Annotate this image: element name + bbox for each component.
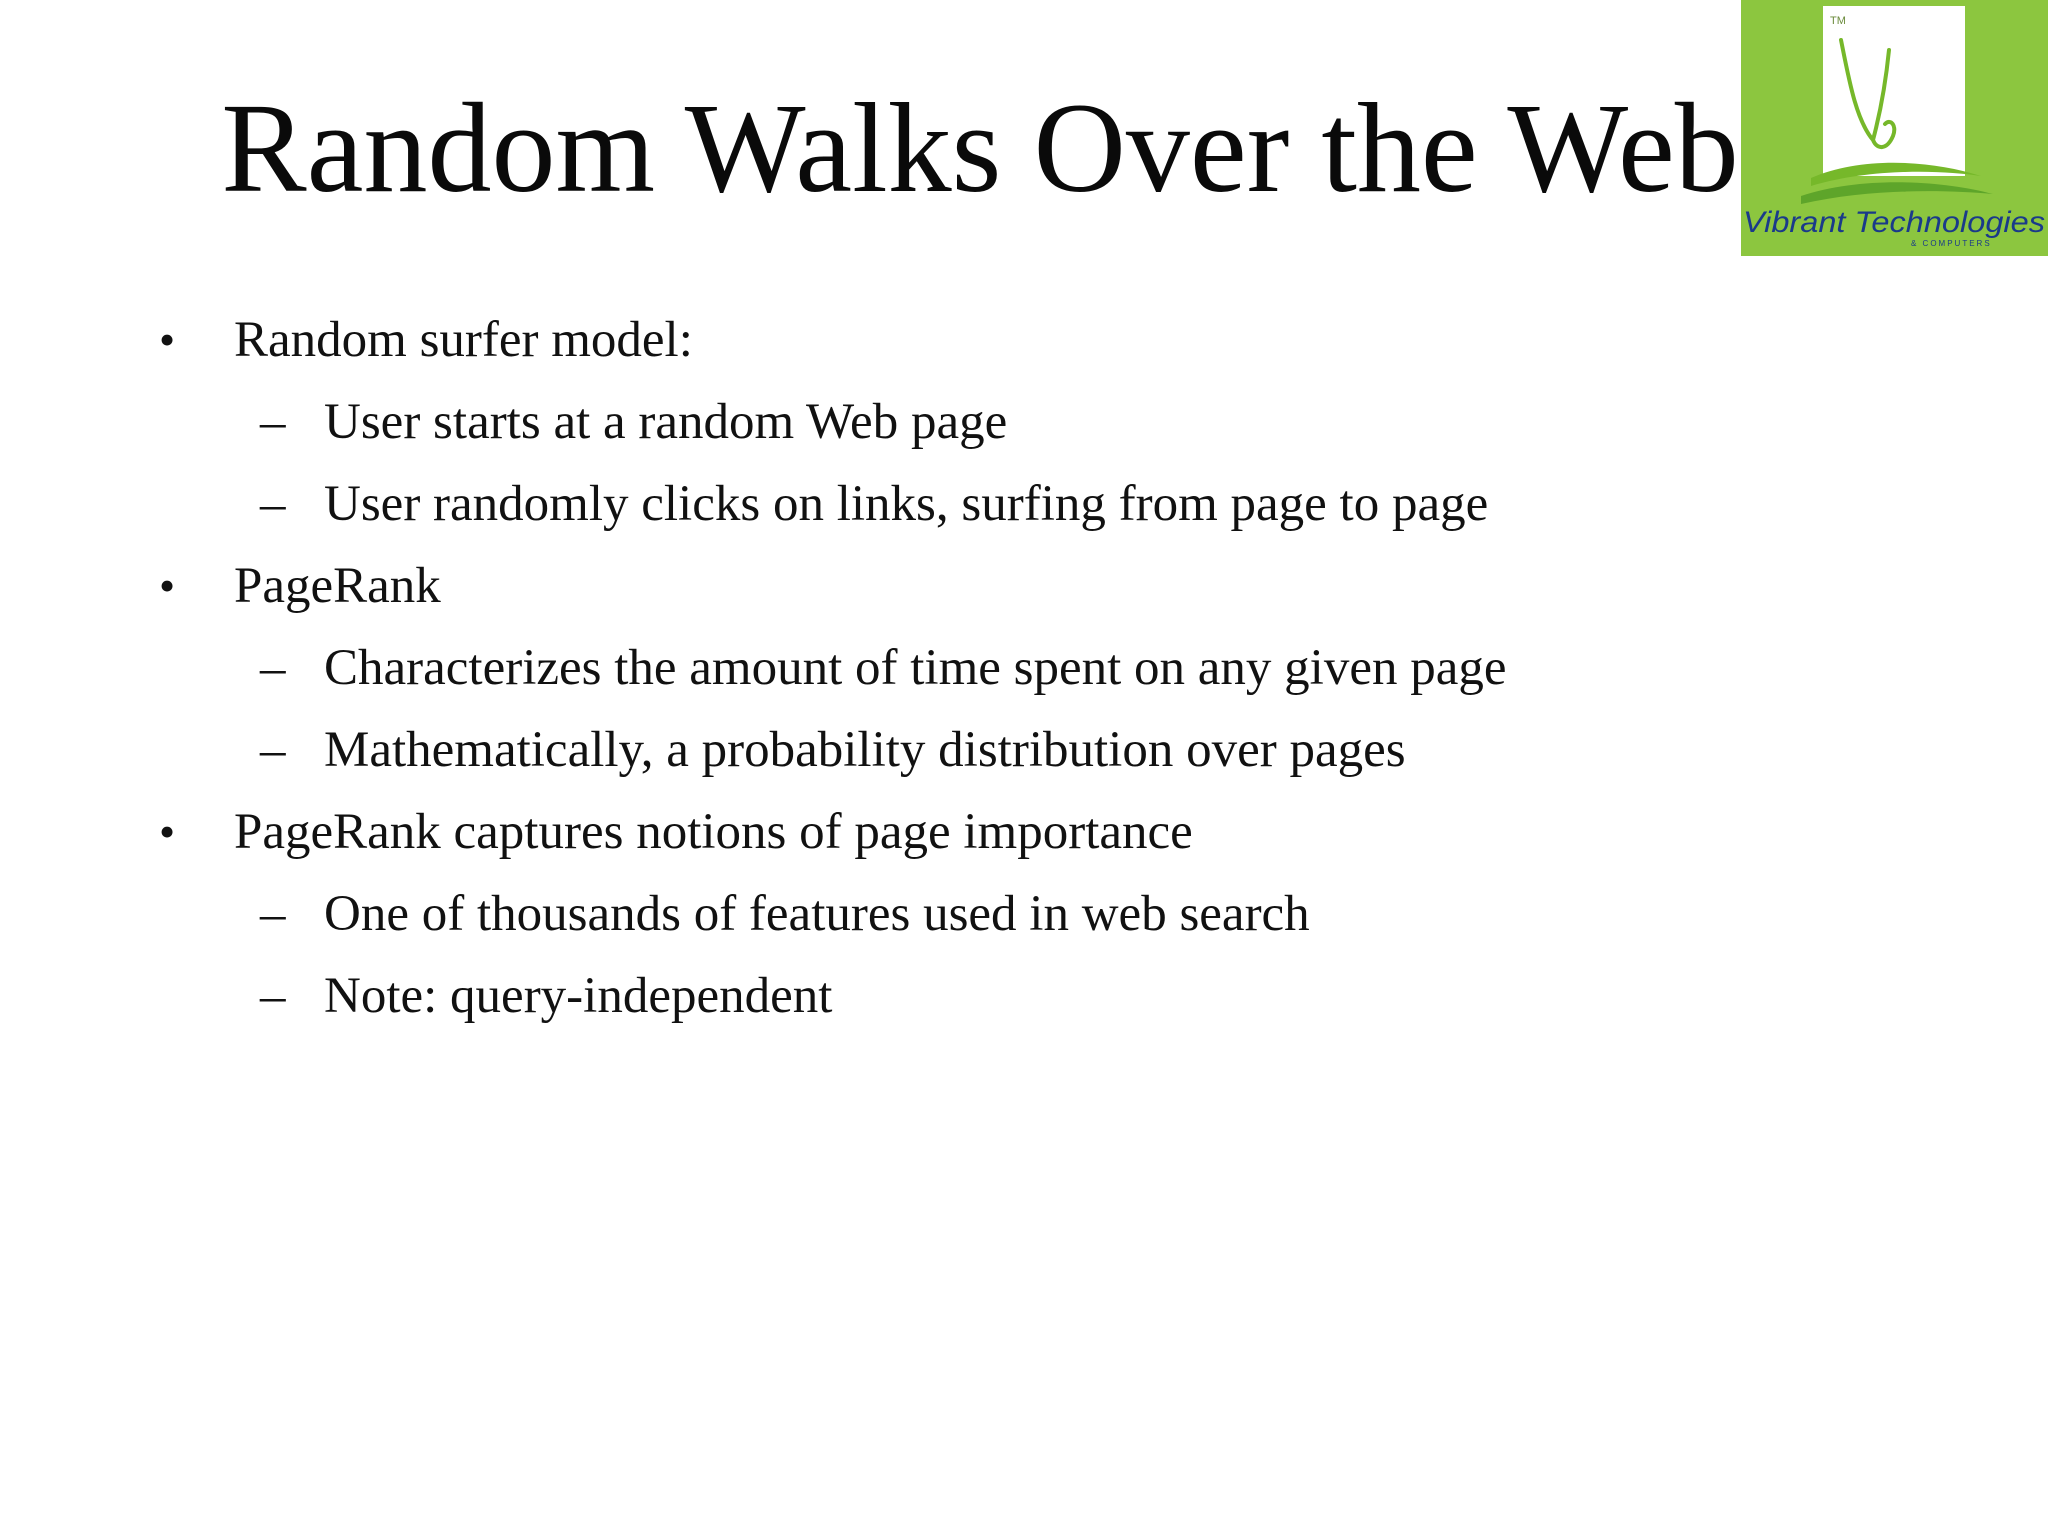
logo-trademark: TM bbox=[1830, 15, 1846, 27]
sub-bullet-text: Characterizes the amount of time spent on any given page bbox=[324, 640, 1507, 696]
logo-wordmark: Vibrant Technologies bbox=[1743, 206, 2045, 239]
sub-bullet-text: User randomly clicks on links, surfing from page to page bbox=[324, 476, 1489, 532]
bullet-text: PageRank bbox=[234, 558, 441, 614]
sub-bullet-text: One of thousands of features used in web search bbox=[324, 886, 1310, 942]
bullet-marker: • bbox=[159, 806, 176, 857]
sub-bullet-item bbox=[260, 638, 1507, 698]
sub-bullet-marker: – bbox=[260, 394, 286, 450]
sub-bullet-marker: – bbox=[260, 476, 286, 532]
bullet-item bbox=[159, 802, 1193, 862]
sub-bullet-item bbox=[260, 966, 833, 1026]
sub-bullet-item bbox=[260, 884, 1310, 944]
sub-bullet-text: Note: query-independent bbox=[324, 968, 833, 1024]
sub-bullet-item bbox=[260, 474, 1489, 534]
sub-bullet-item bbox=[260, 720, 1406, 780]
bullet-item bbox=[159, 556, 441, 616]
slide-title: Random Walks Over the Web bbox=[221, 77, 1739, 219]
sub-bullet-text: User starts at a random Web page bbox=[324, 394, 1008, 450]
bullet-text: PageRank captures notions of page importance bbox=[234, 804, 1193, 860]
sub-bullet-marker: – bbox=[260, 640, 286, 696]
bullet-text: Random surfer model: bbox=[234, 312, 693, 368]
sub-bullet-marker: – bbox=[260, 722, 286, 778]
bullet-item bbox=[159, 310, 693, 370]
sub-bullet-marker: – bbox=[260, 886, 286, 942]
bullet-marker: • bbox=[159, 314, 176, 365]
logo-subtext: & COMPUTERS bbox=[1911, 239, 1992, 248]
bullet-marker: • bbox=[159, 560, 176, 611]
sub-bullet-marker: – bbox=[260, 968, 286, 1024]
sub-bullet-item bbox=[260, 392, 1008, 452]
sub-bullet-text: Mathematically, a probability distribution over pages bbox=[324, 722, 1406, 778]
